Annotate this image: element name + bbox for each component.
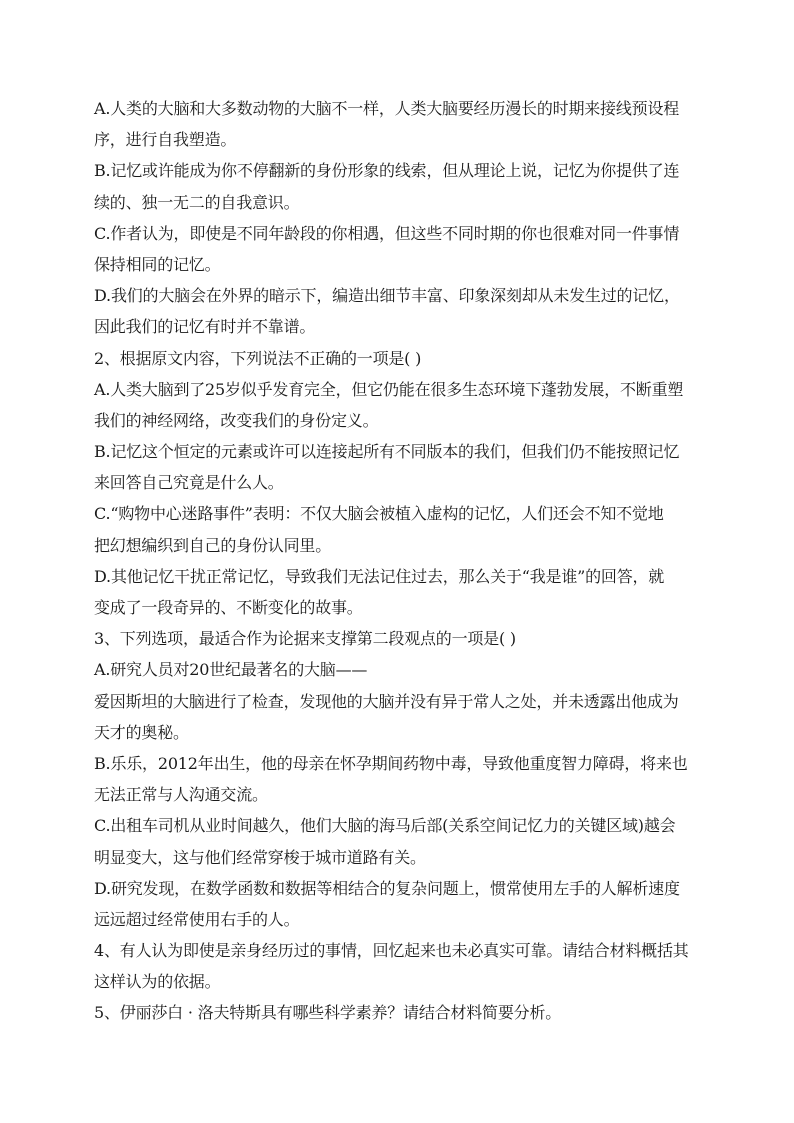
option-a-line-1: A.人类的大脑和大多数动物的大脑不一样，人类大脑要经历漫长的时期来接线预设程	[94, 99, 680, 118]
q3-option-b-line-1: B.乐乐，2012年出生，他的母亲在怀孕期间药物中毒，导致他重度智力障碍，将来也	[94, 753, 688, 773]
q2-option-a-line-1: A.人类大脑到了25岁似乎发育完全，但它仍能在很多生态环境下蓬勃发展，不断重塑	[94, 379, 684, 399]
option-a-line-2: 序，进行自我塑造。	[94, 130, 237, 150]
q2-option-c-line-2: 把幻想编织到自己的身份认同里。	[94, 535, 332, 555]
option-d-line-1: D.我们的大脑会在外界的暗示下，编造出细节丰富、印象深刻却从未发生过的记忆，	[94, 286, 680, 306]
option-d-line-2: 因此我们的记忆有时并不靠谱。	[94, 317, 316, 337]
q3-option-a-line-3: 天才的奥秘。	[94, 722, 189, 742]
q2-option-d-line-2: 变成了一段奇异的、不断变化的故事。	[94, 598, 363, 617]
question-2-stem: 2、根据原文内容，下列说法不正确的一项是( )	[94, 348, 422, 368]
option-b-line-1: B.记忆或许能成为你不停翻新的身份形象的线索，但从理论上说，记忆为你提供了连	[94, 161, 680, 181]
q3-option-d-line-2: 远远超过经常使用右手的人。	[94, 909, 300, 929]
document-body	[94, 93, 700, 1029]
option-c-line-2: 保持相同的记忆。	[94, 254, 221, 274]
question-5: 5、伊丽莎白 · 洛夫特斯具有哪些科学素养？请结合材料简要分析。	[94, 1003, 562, 1023]
q2-option-d-line-1: D.其他记忆干扰正常记忆，导致我们无法记住过去，那么关于“我是谁”的回答，就	[94, 566, 665, 586]
option-c-line-1: C.作者认为，即使是不同年龄段的你相遇，但这些不同时期的你也很难对同一件事情	[94, 223, 680, 243]
q3-option-c-line-1: C.出租车司机从业时间越久，他们大脑的海马后部(关系空间记忆力的关键区域)越会	[94, 816, 676, 836]
q2-option-c-line-1: C.“购物中心迷路事件”表明：不仅大脑会被植入虚构的记忆，人们还会不知不觉地	[94, 504, 664, 524]
q3-option-a-line-2: 爱因斯坦的大脑进行了检查，发现他的大脑并没有异于常人之处，并未透露出他成为	[94, 691, 679, 711]
q3-option-d-line-1: D.研究发现，在数学函数和数据等相结合的复杂问题上，惯常使用左手的人解析速度	[94, 878, 680, 898]
question-4-line-2: 这样认为的依据。	[94, 972, 221, 992]
question-4-line-1: 4、有人认为即使是亲身经历过的事情，回忆起来也未必真实可靠。请结合材料概括其	[94, 941, 689, 961]
q2-option-b-line-1: B.记忆这个恒定的元素或许可以连接起所有不同版本的我们，但我们仍不能按照记忆	[94, 442, 680, 462]
q3-option-a-line-1: A.研究人员对20世纪最著名的大脑——	[94, 660, 368, 680]
question-3-stem: 3、下列选项，最适合作为论据来支撑第二段观点的一项是( )	[94, 629, 516, 649]
q3-option-c-line-2: 明显变大，这与他们经常穿梭于城市道路有关。	[94, 847, 426, 867]
q2-option-b-line-2: 来回答自己究竟是什么人。	[94, 473, 284, 493]
q2-option-a-line-2: 我们的神经网络，改变我们的身份定义。	[94, 410, 379, 430]
option-b-line-2: 续的、独一无二的自我意识。	[94, 192, 300, 212]
q3-option-b-line-2: 无法正常与人沟通交流。	[94, 785, 268, 805]
